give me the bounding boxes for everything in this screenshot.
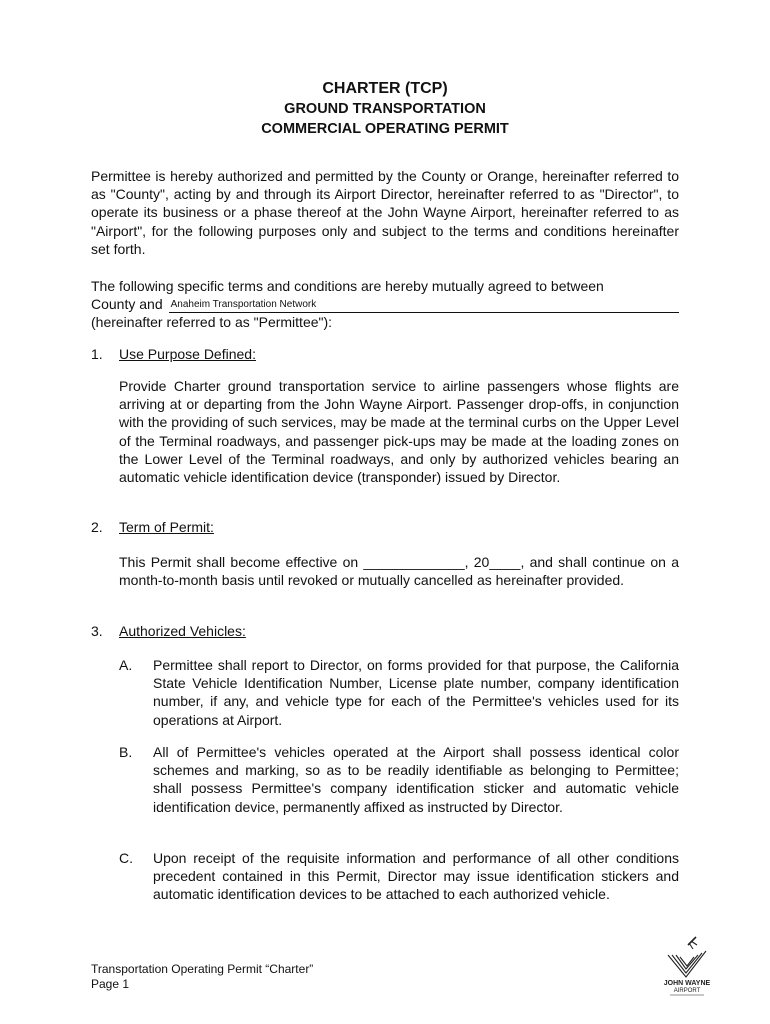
permittee-reference: (hereinafter referred to as "Permittee"): (91, 314, 333, 331)
item-text: Permittee shall report to Director, on forms provided for that purpose, the California State Vehicle Identification Number, License plate number, company identification number, if any, and vehicle type for each of the Permittee's vehicles used for its operations at Airport. (153, 657, 679, 728)
section-1-heading (91, 345, 256, 363)
item-letter: B. (119, 744, 133, 760)
section-2-heading (91, 518, 214, 536)
footer-page-number: Page 1 (91, 977, 130, 991)
permittee-name-field[interactable]: Anaheim Transportation Network (169, 299, 679, 313)
item-letter: A. (119, 657, 133, 673)
section-3-item-b (119, 743, 679, 816)
agreement-text: The following specific terms and conditions are hereby mutually agreed to between (91, 278, 604, 294)
logo-name-line-2: AIRPORT (673, 988, 701, 994)
section-3-heading (91, 622, 246, 640)
page-footer (91, 962, 313, 992)
section-1-body: Provide Charter ground transportation service to airline passengers whose flights are arriving at or departing from the John Wayne Airport. Passenger drop-offs, in conjunction with the providing of such services, may be made at the terminal curbs on the Upper Level of the Terminal roadways, and passenger pick-ups may be made at the loading zones on the Lower Level of the Terminal roadways, and only by authorized vehicles bearing an automatic vehicle identification device (transponder) issued by Director. (119, 378, 679, 486)
section-number: 2. (91, 519, 103, 535)
agreement-paragraph (91, 277, 679, 332)
intro-paragraph: Permittee is hereby authorized and permitted by the County or Orange, hereinafter referred to as "County", acting by and through its Airport Director, hereinafter referred to as "Director", to operate its business or a phase thereof at the John Wayne Airport, hereinafter referred to as "Airport", for the following purposes only and subject to the terms and conditions hereinafter set forth. (91, 168, 679, 257)
section-title: Use Purpose Defined: (119, 346, 256, 362)
document-subtitle-1: GROUND TRANSPORTATION (284, 101, 486, 117)
footer-document-name: Transportation Operating Permit “Charter” (91, 962, 314, 976)
section-3-item-c (119, 849, 679, 904)
section-number: 3. (91, 623, 103, 639)
document-title: CHARTER (TCP) (322, 80, 448, 97)
county-label: County and (91, 296, 163, 313)
item-letter: C. (119, 850, 133, 866)
airport-emblem-icon (668, 937, 706, 977)
section-3-item-a (119, 656, 679, 729)
item-text: Upon receipt of the requisite information and performance of all other conditions precedent contained in this Permit, Director may issue identification stickers and automatic identification devices to be attached to each authorized vehicle. (153, 850, 679, 903)
document-subtitle-2: COMMERCIAL OPERATING PERMIT (261, 121, 509, 137)
item-text: All of Permittee's vehicles operated at the Airport shall possess identical color schemes and marking, so as to be readily identifiable as belonging to Permittee; shall possess Permittee's company identification sticker and automatic vehicle identification device, permanently affixed as instructed by Director. (153, 744, 679, 815)
john-wayne-airport-logo (662, 933, 712, 997)
document-title-block (0, 78, 770, 139)
section-title: Term of Permit: (119, 519, 214, 535)
section-2-body: This Permit shall become effective on _____________, 20____, and shall continue on a month-to-month basis until revoked or mutually cancelled as hereinafter provided. (119, 554, 679, 589)
logo-name-line-1: JOHN WAYNE (663, 980, 711, 987)
county-line (91, 295, 679, 313)
section-number: 1. (91, 346, 103, 362)
section-title: Authorized Vehicles: (119, 623, 246, 639)
